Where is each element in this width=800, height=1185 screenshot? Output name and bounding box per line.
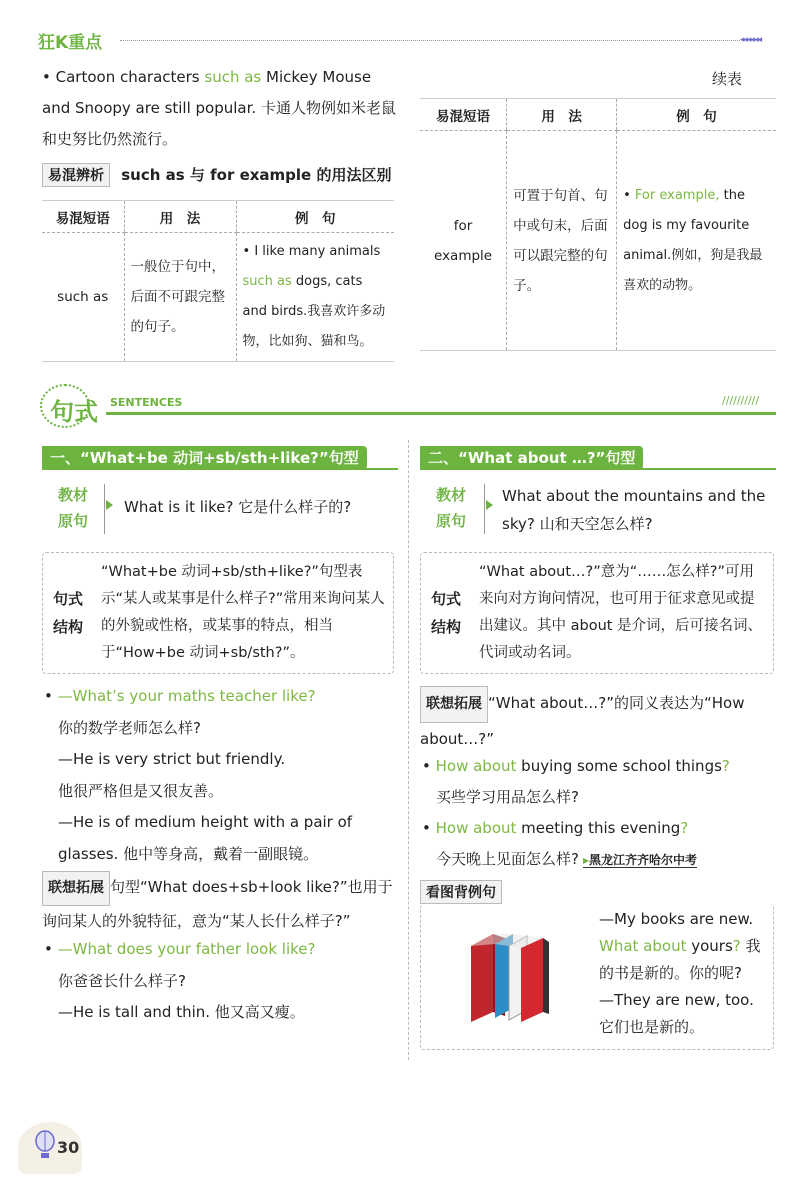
left-structure-label: 句式 结构	[53, 590, 84, 636]
header-line	[120, 40, 740, 41]
left-textbook-arrow-icon	[104, 484, 105, 534]
right-structure-label: 句式 结构	[431, 590, 462, 636]
left-structure-text: “What+be 动词+sb/sth+like?”句型表示“某人或某事是什么样子?”常用来询问某人的外貌或性格，或某事的特点，相当于“How+be 动词+sb/sth?”。	[101, 564, 385, 661]
right-bar: 二、“What about …?”句型	[420, 446, 776, 470]
table-continued: 续表	[712, 70, 743, 88]
row-example: • For example, the dog is my favourite animal.例如，狗是我最喜欢的动物。	[617, 131, 776, 351]
right-examples: • How about buying some school things? 买些学习用品怎么样? • How about meeting this evening? 今天晚上见面怎么样? ▸黑龙江齐齐哈尔中考	[422, 757, 730, 868]
row-phrase: such as	[57, 289, 109, 305]
source-label: 黑龙江齐齐哈尔中考	[589, 853, 698, 867]
ext-tag: 联想拓展	[420, 686, 488, 723]
left-bar: 一、“What+be 动词+sb/sth+like?”句型	[42, 446, 398, 470]
column-divider	[408, 440, 409, 1060]
pic-tag-wrap	[420, 880, 502, 904]
left-textbook-label: 教材 原句	[58, 486, 89, 530]
col-usage: 用 法	[124, 201, 236, 233]
compare-table-left	[42, 200, 394, 362]
right-structure-box	[420, 552, 774, 674]
row-example: • I like many animals such as dogs, cats and birds.我喜欢许多动物，比如狗、猫和鸟。	[236, 233, 394, 362]
left-top-bullet: • Cartoon characters such as Mickey Mouse and Snoopy are still popular. 卡通人物例如米老鼠和史努比仍然流行。	[42, 68, 396, 148]
col-phrase: 易混短语	[42, 201, 124, 233]
compare-tag: 易混辨析	[42, 163, 110, 187]
right-textbook-sentence: What about the mountains and the sky? 山和天空怎么样?	[502, 487, 766, 533]
left-textbook-sentence: What is it like? 它是什么样子的?	[124, 498, 352, 516]
row-usage: 可置于句首、句中或句末，后面可以跟完整的句子。	[507, 131, 617, 351]
left-example-1: • —What’s your maths teacher like? 你的数学老师怎么样? —He is very strict but friendly. 他很严格但是又很友善。 —He is of medium height with a pair of glasses. 他中等身高，戴着一副眼镜。	[44, 687, 353, 863]
left-example-2: • —What does your father look like? 你爸爸长什么样子? —He is tall and thin. 他又高又瘦。	[44, 940, 316, 1021]
row-usage: 一般位于句中，后面不可跟完整的句子。	[124, 233, 236, 362]
col-example: 例 句	[236, 201, 394, 233]
right-textbook-arrow-icon	[484, 484, 485, 534]
section-subtitle: SENTENCES	[110, 396, 183, 409]
right-structure-text: “What about…?”意为“……怎么样?”可用来向对方询问情况，也可用于征求意见或提出建议。其中 about 是介词，后可接名词、代词或动名词。	[479, 564, 763, 661]
section-line	[106, 412, 776, 415]
compare-table-right: 易混短语 用 法 例 句 for example 可置于句首、句中或句末，后面可以跟完整的句子。 • For example, the dog is my favourite animal.例如，狗是我最喜欢的动物。	[420, 98, 776, 351]
right-textbook-label: 教材 原句	[436, 486, 467, 530]
left-extension: 联想拓展 句型“What does+sb+look like?”也用于询问某人的外貌特征，意为“某人长什么样子?”	[42, 871, 398, 937]
books-icon	[465, 926, 565, 1022]
balloon-icon	[34, 1130, 56, 1160]
pic-dialogue: —My books are new. What about yours? 我的书是新的。你的呢? —They are new, too. 它们也是新的。	[599, 910, 761, 1036]
pic-tag: 看图背例句	[420, 880, 502, 904]
page-number: 30	[57, 1138, 80, 1157]
row-phrase: for example	[434, 217, 493, 264]
ext-tag: 联想拓展	[42, 871, 110, 906]
right-textbook-arrow-icon-tri	[486, 500, 493, 510]
right-extension: 联想拓展 “What about…?”的同义表达为“How about…?”	[420, 686, 776, 756]
header-logo: 狂K重点	[38, 33, 103, 53]
header-arrows-icon: ◂◂◂◂◂◂	[740, 35, 762, 45]
compare-heading: 易混辨析 such as 与 for example 的用法区别	[42, 163, 391, 187]
left-textbook-arrow-icon-tri	[106, 500, 113, 510]
pic-box	[420, 904, 774, 1050]
section-title-text: 句式	[50, 398, 98, 426]
section-slashes: //////////	[722, 394, 760, 407]
left-structure-box	[42, 552, 394, 674]
